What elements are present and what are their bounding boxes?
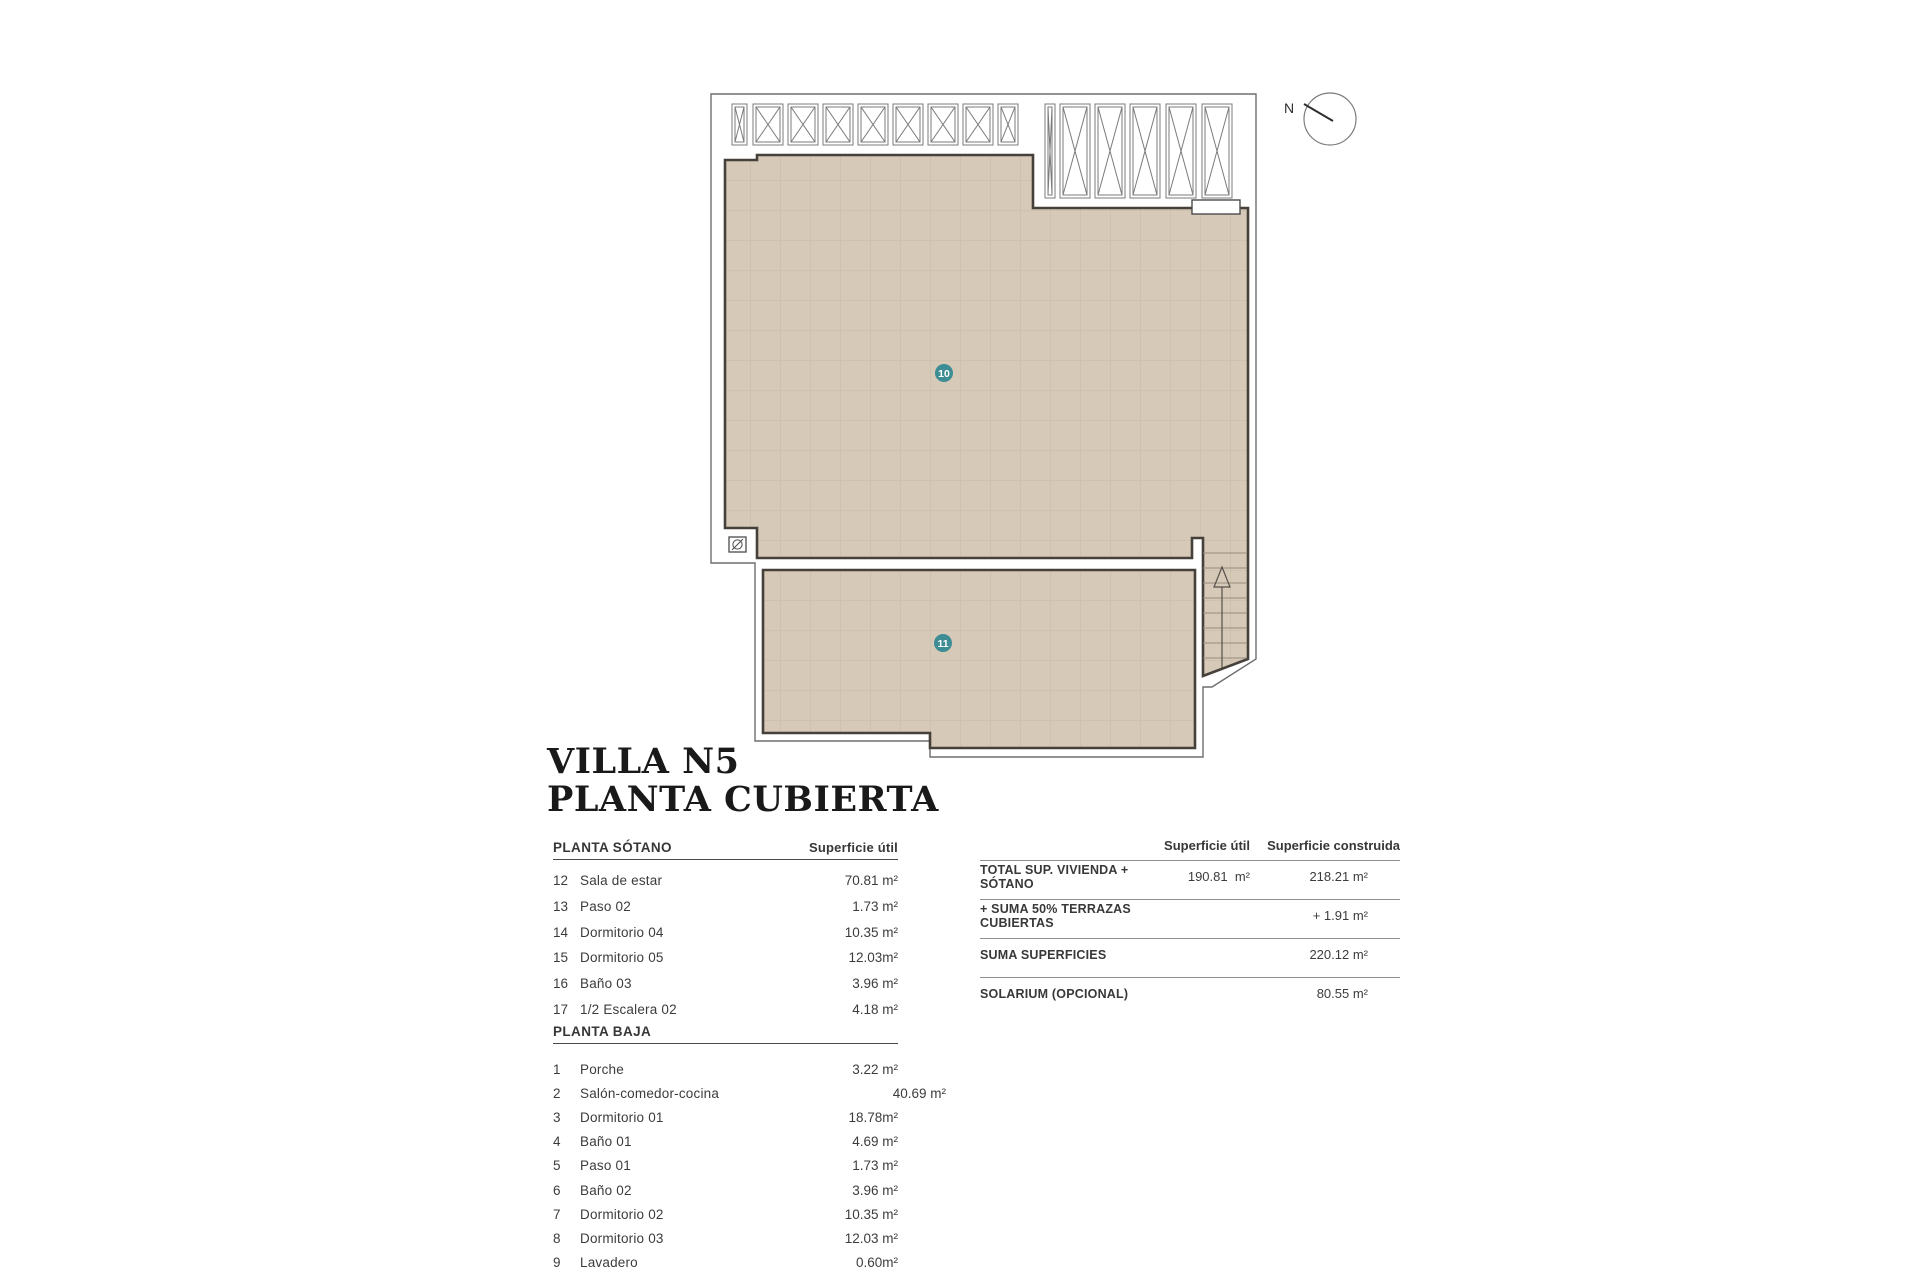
title-line2: PLANTA CUBIERTA (547, 779, 939, 820)
room-name: Salón-comedor-cocina (580, 1085, 720, 1101)
totals-row (980, 939, 1400, 970)
title-line1: VILLA N5 (547, 741, 740, 782)
totals-row (980, 900, 1400, 931)
section-rows (553, 860, 898, 1022)
table-row (553, 971, 898, 997)
section-title: PLANTA SÓTANO (553, 840, 672, 855)
section-header (553, 840, 898, 855)
room-number: 8 (553, 1231, 561, 1247)
table-row (553, 894, 898, 920)
table-row (553, 1154, 898, 1178)
room-area-value: 3.96 m² (852, 976, 898, 992)
table-row (553, 1178, 898, 1202)
table-row (553, 1251, 898, 1275)
table-row (553, 1106, 898, 1130)
parapet-notch (1192, 200, 1240, 214)
table-row (553, 1130, 898, 1154)
room-name: Dormitorio 03 (580, 1231, 664, 1247)
table-row (553, 1081, 946, 1105)
page-title (547, 743, 939, 819)
room-area-value: 1.73 m² (852, 899, 898, 915)
totals-construida-value: 218.21 m² (1309, 869, 1368, 884)
totals-construida-value: 220.12 m² (1309, 947, 1368, 962)
totals-label: TOTAL SUP. VIVIENDA + SÓTANO (980, 862, 1129, 891)
room-area-value: 4.18 m² (852, 1001, 898, 1017)
room-area-value: 12.03m² (848, 950, 898, 966)
table-row (553, 1226, 898, 1250)
table-row (553, 919, 898, 945)
table-row (553, 996, 898, 1022)
table-section (553, 1024, 946, 1275)
room-name: Dormitorio 02 (580, 1206, 664, 1222)
totals-header (980, 836, 1400, 853)
col-header-construida: Superficie construida (1267, 838, 1400, 853)
section-rows (553, 1044, 946, 1275)
room-number: 15 (553, 950, 569, 966)
section-title: PLANTA BAJA (553, 1024, 652, 1040)
room-area-value: 10.35 m² (844, 924, 898, 940)
totals-label: SOLARIUM (OPCIONAL) (980, 986, 1129, 1001)
room-area-value: 4.69 m² (852, 1134, 898, 1150)
marker-11 (934, 634, 952, 652)
room-name: 1/2 Escalera 02 (580, 1001, 677, 1017)
room-number: 16 (553, 976, 569, 992)
room-number: 4 (553, 1134, 561, 1150)
room-area-value: 10.35 m² (844, 1206, 898, 1222)
column-header: Superficie útil (809, 840, 898, 855)
room-number: 2 (553, 1085, 561, 1101)
table-row (553, 945, 898, 971)
room-name: Dormitorio 01 (580, 1110, 664, 1126)
totals-construida-value: 80.55 m² (1316, 986, 1368, 1001)
chimney-symbol (729, 537, 746, 552)
totals-label: SUMA SUPERFICIES (980, 947, 1107, 962)
table-row (553, 1202, 898, 1226)
table-section (553, 840, 898, 1022)
room-area-value: 70.81 m² (844, 873, 898, 889)
room-name: Baño 01 (580, 1134, 632, 1150)
room-number: 17 (553, 1001, 569, 1017)
totals-label: + SUMA 50% TERRAZAS CUBIERTAS (980, 901, 1131, 930)
pergola-right (1045, 104, 1232, 198)
room-name: Baño 03 (580, 976, 632, 992)
room-name: Paso 02 (580, 899, 631, 915)
marker-10 (935, 364, 953, 382)
room-area-value: 12.03 m² (844, 1231, 898, 1247)
totals-table (980, 836, 1400, 1009)
room-name: Lavadero (580, 1255, 638, 1271)
pergola-left (732, 104, 1018, 145)
room-area-value: 1.73 m² (852, 1158, 898, 1174)
room-number: 6 (553, 1182, 561, 1198)
col-header-util: Superficie útil (1164, 838, 1250, 853)
room-areas-table (553, 840, 946, 1275)
totals-row (980, 861, 1400, 892)
room-number: 7 (553, 1206, 561, 1222)
room-number: 14 (553, 924, 569, 940)
section-header (553, 1024, 898, 1039)
room-number: 1 (553, 1061, 561, 1077)
room-name: Dormitorio 04 (580, 924, 664, 940)
table-row (553, 868, 898, 894)
totals-row (980, 978, 1400, 1009)
table-row (553, 1057, 898, 1081)
north-compass (1284, 93, 1356, 145)
room-name: Porche (580, 1061, 624, 1077)
totals-util-value: 190.81 m² (1187, 869, 1250, 884)
room-area-value: 40.69 m² (892, 1085, 946, 1101)
room-area-value: 3.22 m² (852, 1061, 898, 1077)
room-number: 5 (553, 1158, 561, 1174)
north-label: N (1283, 100, 1295, 116)
room-name: Dormitorio 05 (580, 950, 664, 966)
room-number: 12 (553, 873, 569, 889)
marker-10-label: 10 (938, 368, 950, 380)
room-area-value: 0.60m² (855, 1255, 898, 1271)
room-name: Paso 01 (580, 1158, 631, 1174)
room-number: 13 (553, 899, 569, 915)
room-number: 3 (553, 1110, 561, 1126)
room-area-value: 3.96 m² (852, 1182, 898, 1198)
roof-area-11 (763, 570, 1195, 748)
marker-11-label: 11 (937, 638, 949, 650)
room-name: Baño 02 (580, 1182, 632, 1198)
room-area-value: 18.78m² (848, 1110, 898, 1126)
room-number: 9 (553, 1255, 561, 1271)
room-name: Sala de estar (580, 873, 663, 889)
totals-construida-value: + 1.91 m² (1312, 908, 1368, 923)
